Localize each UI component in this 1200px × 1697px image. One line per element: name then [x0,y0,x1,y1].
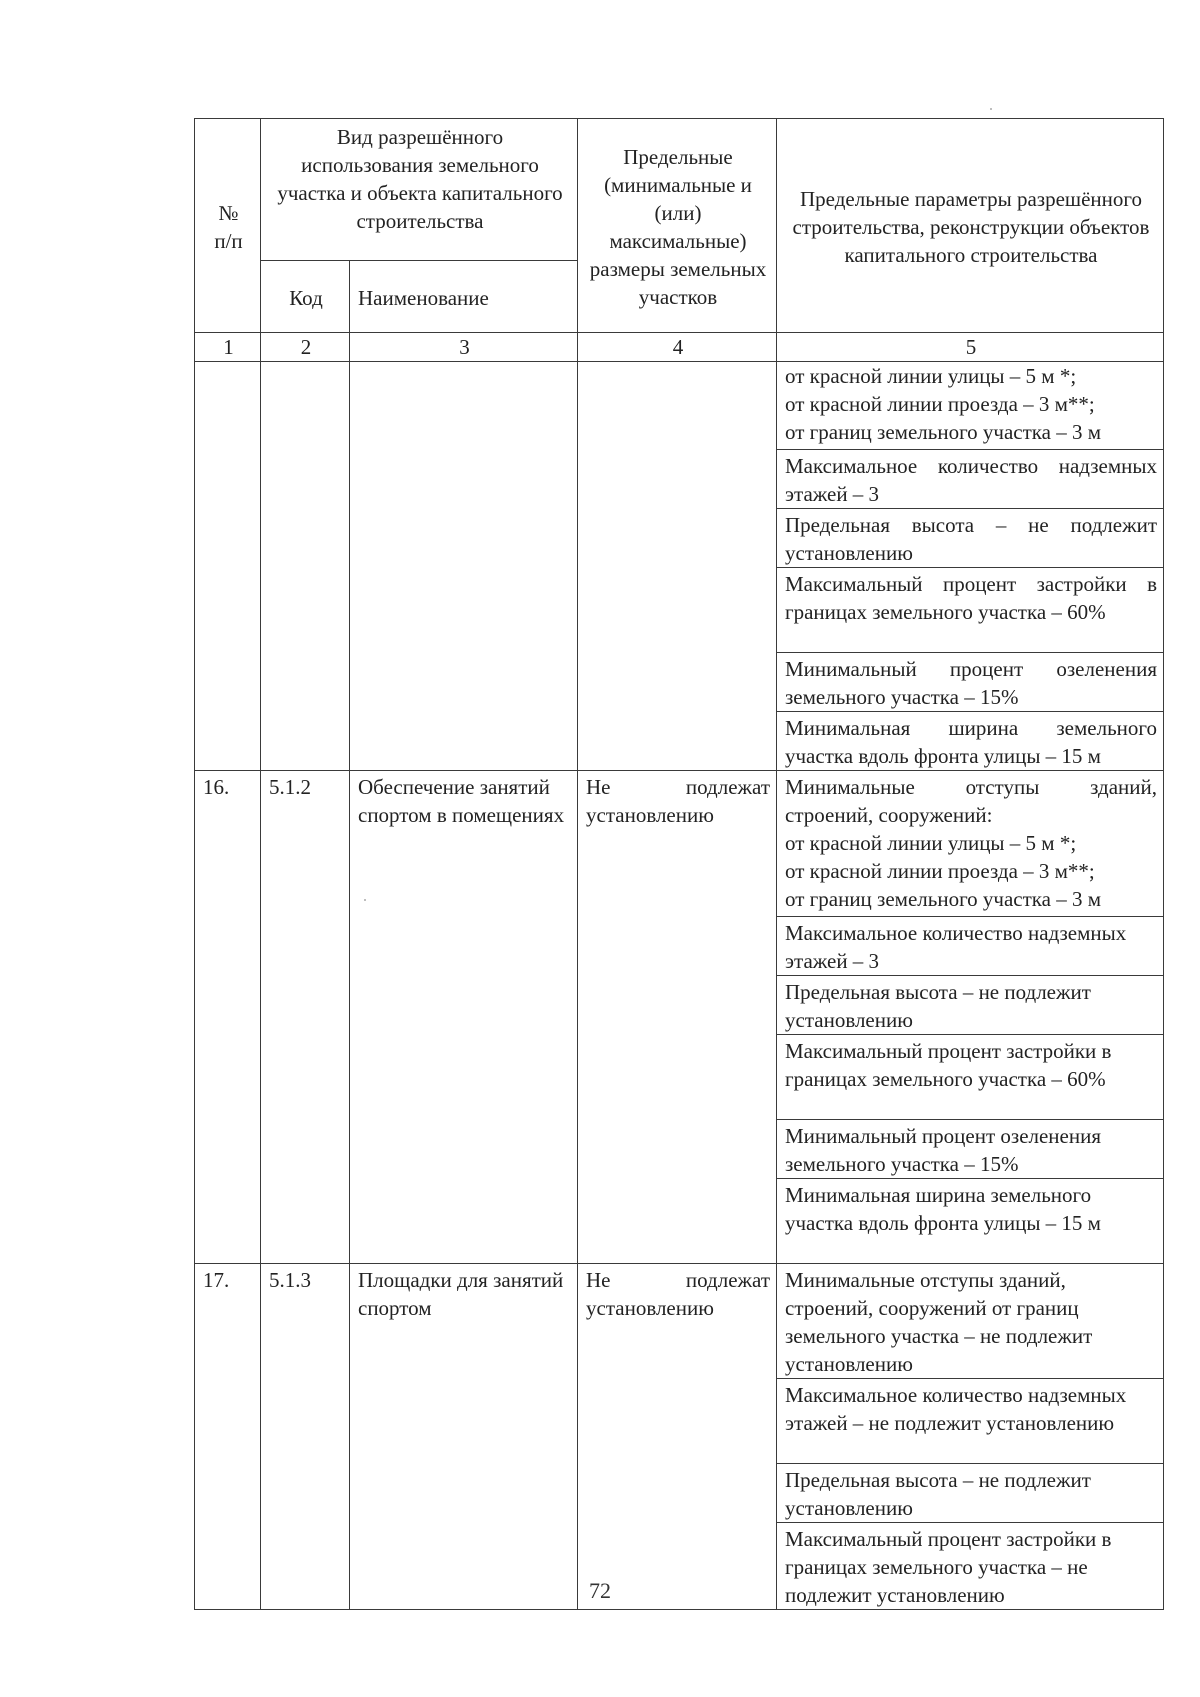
param-green-percent: Минимальный процент озеленения земельного участка – 15% [777,653,1164,712]
column-number: 3 [350,333,578,362]
param-height: Предельная высота – не подлежит установлению [777,1464,1164,1523]
param-build-percent: Максимальный процент застройки в границах земельного участка – 60% [777,568,1164,653]
regulations-table [194,118,1164,1610]
row-number-cell: 16. [195,771,261,1264]
row-sizes-cell: Не подлежат установлению [578,1264,777,1610]
row-name-cell: Площадки для занятий спортом [350,1264,578,1610]
table-row [195,362,1164,450]
row-code-cell: 5.1.3 [261,1264,350,1610]
row-sizes-cell [578,362,777,771]
scan-speck [364,899,366,901]
param-floors: Максимальное количество надземных этажей – 3 [777,917,1164,976]
param-setbacks: Минимальные отступы зданий, строений, сооружений: от красной линии улицы – 5 м *; от красной линии проезда – 3 м**; от границ земельного участка – 3 м [777,771,1164,917]
row-number-cell [195,362,261,771]
param-height: Предельная высота – не подлежит установлению [777,976,1164,1035]
param-build-percent: Максимальный процент застройки в границах земельного участка – не подлежит установлению [777,1523,1164,1610]
param-green-percent: Минимальный процент озеленения земельного участка – 15% [777,1120,1164,1179]
param-frontage-width: Минимальная ширина земельного участка вдоль фронта улицы – 15 м [777,712,1164,771]
column-number: 1 [195,333,261,362]
param-floors: Максимальное количество надземных этажей – 3 [777,450,1164,509]
row-sizes-cell: Не подлежат установлению [578,771,777,1264]
table-row [195,771,1164,917]
header-permitted-use: Вид разрешённого использования земельного участка и объекта капитального строительства [261,119,578,261]
row-code-cell: 5.1.2 [261,771,350,1264]
row-name-cell [350,362,578,771]
page-number: 72 [589,1578,611,1603]
row-number-cell: 17. [195,1264,261,1610]
header-code: Код [261,261,350,333]
row-name-cell: Обеспечение занятий спортом в помещениях [350,771,578,1264]
scan-speck [990,108,992,110]
param-setbacks: Минимальные отступы зданий, строений, сооружений от границ земельного участка – не подлежит установлению [777,1264,1164,1379]
row-code-cell [261,362,350,771]
param-floors: Максимальное количество надземных этажей – не подлежит установлению [777,1379,1164,1464]
param-build-percent: Максимальный процент застройки в границах земельного участка – 60% [777,1035,1164,1120]
header-building-params: Предельные параметры разрешённого строительства, реконструкции объектов капитального строительства [777,119,1164,333]
column-number: 4 [578,333,777,362]
column-number: 2 [261,333,350,362]
param-setbacks: от красной линии улицы – 5 м *; от красной линии проезда – 3 м**; от границ земельного участка – 3 м [777,362,1164,450]
header-plot-sizes: Предельные (минимальные и (или) максимальные) размеры земельных участков [578,119,777,333]
header-number: № п/п [195,119,261,333]
column-number: 5 [777,333,1164,362]
param-frontage-width: Минимальная ширина земельного участка вдоль фронта улицы – 15 м [777,1179,1164,1264]
table-row [195,1264,1164,1379]
header-name: Наименование [350,261,578,333]
param-height: Предельная высота – не подлежит установлению [777,509,1164,568]
